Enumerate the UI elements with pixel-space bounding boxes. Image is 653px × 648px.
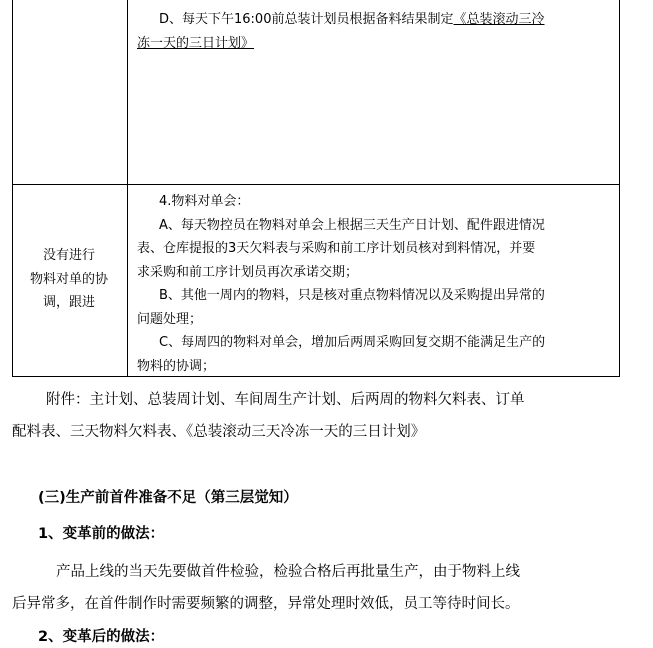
row2-label-line: 调，跟进 xyxy=(42,295,95,310)
attachment-line-1: 附件：主计划、总装周计划、车间周生产计划、后两周的物料欠料表、订单 xyxy=(46,392,525,408)
before-line-1: 产品上线的当天先要做首件检验，检验合格后再批量生产，由于物料上线 xyxy=(56,564,520,580)
row2-content-cell xyxy=(137,190,613,378)
row2-line: 4.物料对单会： xyxy=(159,194,250,209)
row1-line-2 xyxy=(137,32,613,56)
before-line-2: 后异常多，在首件制作时需要频繁的调整，异常处理时效低，员工等待时间长。 xyxy=(12,596,520,612)
attachment-paragraph xyxy=(12,384,624,448)
before-paragraph xyxy=(12,556,624,620)
row1-line-1: D、每天下午16:00前总装计划员根据备料结果制定《总装滚动三冷 xyxy=(159,12,545,27)
row2-label-cell xyxy=(17,244,121,315)
after-heading: 2、变革后的做法： xyxy=(38,629,165,645)
row2-label-line: 物料对单的协 xyxy=(29,271,108,287)
row2-line: A、每天物控员在物料对单会上根据三天生产日计划、配件跟进情况 xyxy=(159,217,545,233)
before-heading: 1、变革前的做法： xyxy=(38,526,165,542)
row2-line: B、其他一周内的物料，只是核对重点物料情况以及采购提出异常的 xyxy=(159,288,545,303)
row2-line: 物料的协调； xyxy=(137,358,216,374)
plan-table xyxy=(12,0,620,377)
row1-content-cell xyxy=(137,8,613,55)
plan-doc-link-end[interactable]: 》 xyxy=(241,35,255,51)
section-heading: (三)生产前首件准备不足（第三层觉知） xyxy=(38,490,298,506)
table-column-divider xyxy=(127,0,128,376)
plan-doc-link[interactable]: 《总装滚动三冷 xyxy=(453,12,545,27)
plan-doc-link-cont[interactable]: 冻一天的三日计划 xyxy=(137,35,242,51)
table-row-divider xyxy=(13,184,619,185)
row2-line: 表、仓库提报的3天欠料表与采购和前工序计划员核对到料情况，并要 xyxy=(137,241,536,256)
attachment-line-2: 配料表、三天物料欠料表、《总装滚动三天冷冻一天的三日计划》 xyxy=(12,424,426,440)
row2-label-line: 没有进行 xyxy=(42,248,95,263)
row2-line: 问题处理； xyxy=(137,311,203,327)
row2-line: C、每周四的物料对单会，增加后两周采购回复交期不能满足生产的 xyxy=(159,335,546,350)
row2-line: 求采购和前工序计划员再次承诺交期； xyxy=(137,264,359,280)
